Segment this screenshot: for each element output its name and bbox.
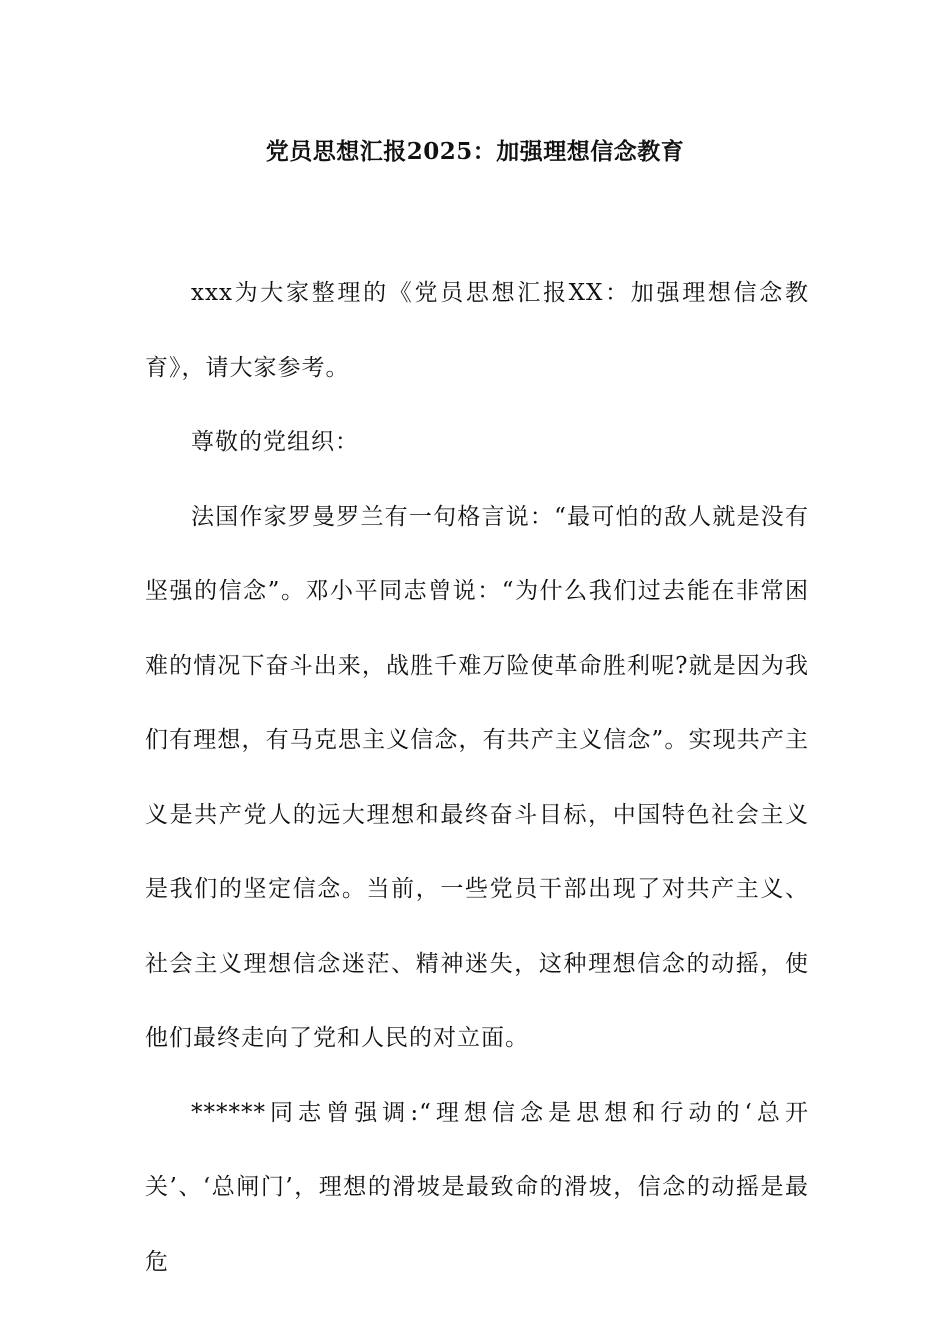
document-title: 党员思想汇报2025：加强理想信念教育 <box>265 138 685 165</box>
paragraph-quote: ******同志曾强调:“理想信念是思想和行动的‘总开关’、‘总闸门’，理想的滑坡是最致命的滑坡，信念的动摇是最危 <box>145 1099 809 1275</box>
document-body <box>145 256 809 1299</box>
paragraph-intro: xxx为大家整理的《党员思想汇报XX：加强理想信念教育》，请大家参考。 <box>145 280 809 381</box>
paragraph-salutation: 尊敬的党组织： <box>191 429 359 455</box>
paragraph-main: 法国作家罗曼罗兰有一句格言说：“最可怕的敌人就是没有坚强的信念”。邓小平同志曾说：“为什么我们过去能在非常困难的情况下奋斗出来，战胜千难万险使革命胜利呢?就是因为我们有理想，有马克思主义信念，有共产主义信念”。实现共产主义是共产党人的远大理想和最终奋斗目标，中国特色社会主义是我们的坚定信念。当前，一些党员干部出现了对共产主义、社会主义理想信念迷茫、精神迷失，这种理想信念的动摇，使他们最终走向了党和人民的对立面。 <box>145 503 809 1051</box>
